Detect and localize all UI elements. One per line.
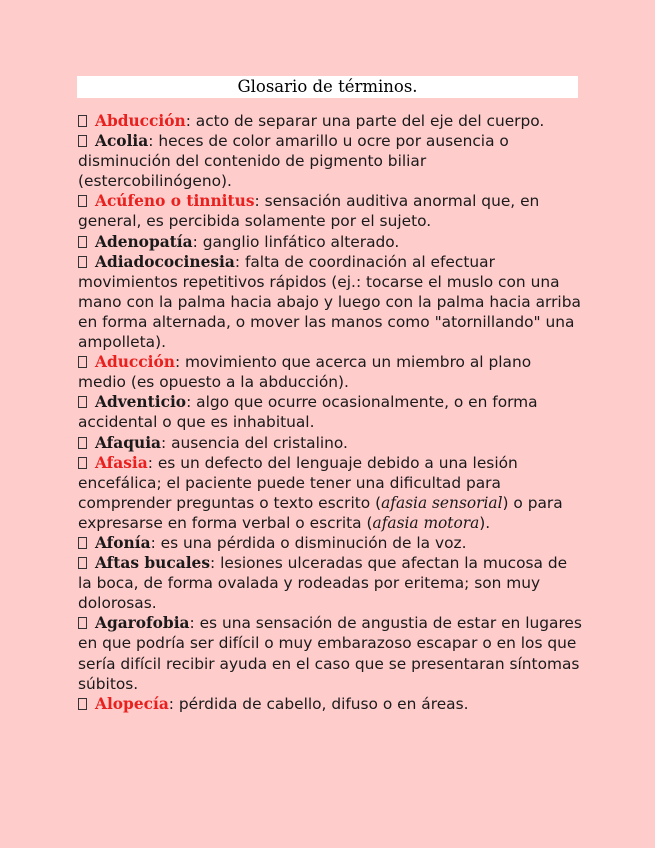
glossary-entry [78,191,583,231]
glossary-entry [78,694,583,714]
bullet-icon [78,135,87,147]
bullet-icon [78,256,87,268]
bullet-icon [78,115,87,127]
glossary-term: Agarofobia [95,614,190,633]
glossary-term: Adventicio [95,393,187,412]
bullet-icon [78,617,87,629]
glossary-definition: : lesiones ulceradas que afectan la mucosa de la boca, de forma ovalada y rodeadas por eritema; son muy dolorosas. [78,554,568,613]
glossary-definition: : algo que ocurre ocasionalmente, o en forma accidental o que es inhabitual. [78,393,538,432]
glossary-entry [78,453,583,533]
glossary-term: Abducción [95,112,186,130]
glossary-definition: : falta de coordinación al efectuar movimientos repetitivos rápidos (ej.: tocarse el muslo con una mano con la palma hacia abajo y luego con la palma hacia arriba en forma alternada, o mover las manos como "atornillando" una ampolleta). [78,252,581,352]
glossary-term: Afonía [95,533,151,552]
glossary-entry [78,553,583,613]
glossary-term: Adenopatía [95,232,193,251]
glossary-entry [78,111,583,131]
bullet-icon [78,557,87,569]
glossary-definition: : ausencia del cristalino. [161,433,348,452]
glossary-entry [78,232,583,252]
glossary-term: Acolia [95,132,149,151]
glossary-term: Alopecía [95,694,169,713]
bullet-icon [78,537,87,549]
glossary-definition: : acto de separar una parte del eje del cuerpo. [185,112,545,130]
glossary-list [78,111,583,714]
bullet-icon [78,356,87,368]
glossary-term: Afasia [95,453,148,472]
glossary-emphasis: afasia sensorial [381,493,503,512]
glossary-entry [78,613,583,693]
glossary-entry [78,352,583,392]
glossary-definition: : pérdida de cabello, difuso o en áreas. [168,694,469,713]
glossary-term: Adiadococinesia [95,252,235,271]
glossary-entry [78,392,583,432]
bullet-icon [78,396,87,408]
glossary-term: Afaquia [95,433,162,452]
glossary-definition: : ganglio linfático alterado. [192,232,400,251]
glossary-definition: : es una sensación de angustia de estar en lugares en que podría ser difícil o muy embarazoso escapar o en los que sería difícil recibir ayuda en el caso que se presentaran síntomas súbitos. [78,614,582,693]
document-title: Glosario de términos. [77,76,578,98]
glossary-definition: ) o para expresarse en forma verbal o escrita ( [78,493,563,532]
glossary-definition: : sensación auditiva anormal que, en general, es percibida solamente por el sujeto. [78,192,540,231]
bullet-icon [78,457,87,469]
glossary-term: Aftas bucales [95,554,210,573]
bullet-icon [78,437,87,449]
glossary-definition: : es un defecto del lenguaje debido a una lesión encefálica; el paciente puede tener una dificultad para comprender preguntas o texto escrito ( [78,453,518,512]
glossary-entry [78,252,583,352]
glossary-entry [78,131,583,191]
glossary-term: Acúfeno o tinnitus [95,192,255,211]
glossary-definition: : movimiento que acerca un miembro al plano medio (es opuesto a la abducción). [78,353,532,392]
bullet-icon [78,236,87,248]
glossary-entry [78,433,583,453]
bullet-icon [78,698,87,710]
glossary-definition: : heces de color amarillo u ocre por ausencia o disminución del contenido de pigmento biliar (estercobilinógeno). [78,132,509,191]
glossary-term: Aducción [95,353,175,372]
bullet-icon [78,195,87,207]
glossary-definition: ). [479,513,491,532]
glossary-definition: : es una pérdida o disminución de la voz. [150,533,467,552]
glossary-entry [78,533,583,553]
glossary-emphasis: afasia motora [372,513,480,532]
